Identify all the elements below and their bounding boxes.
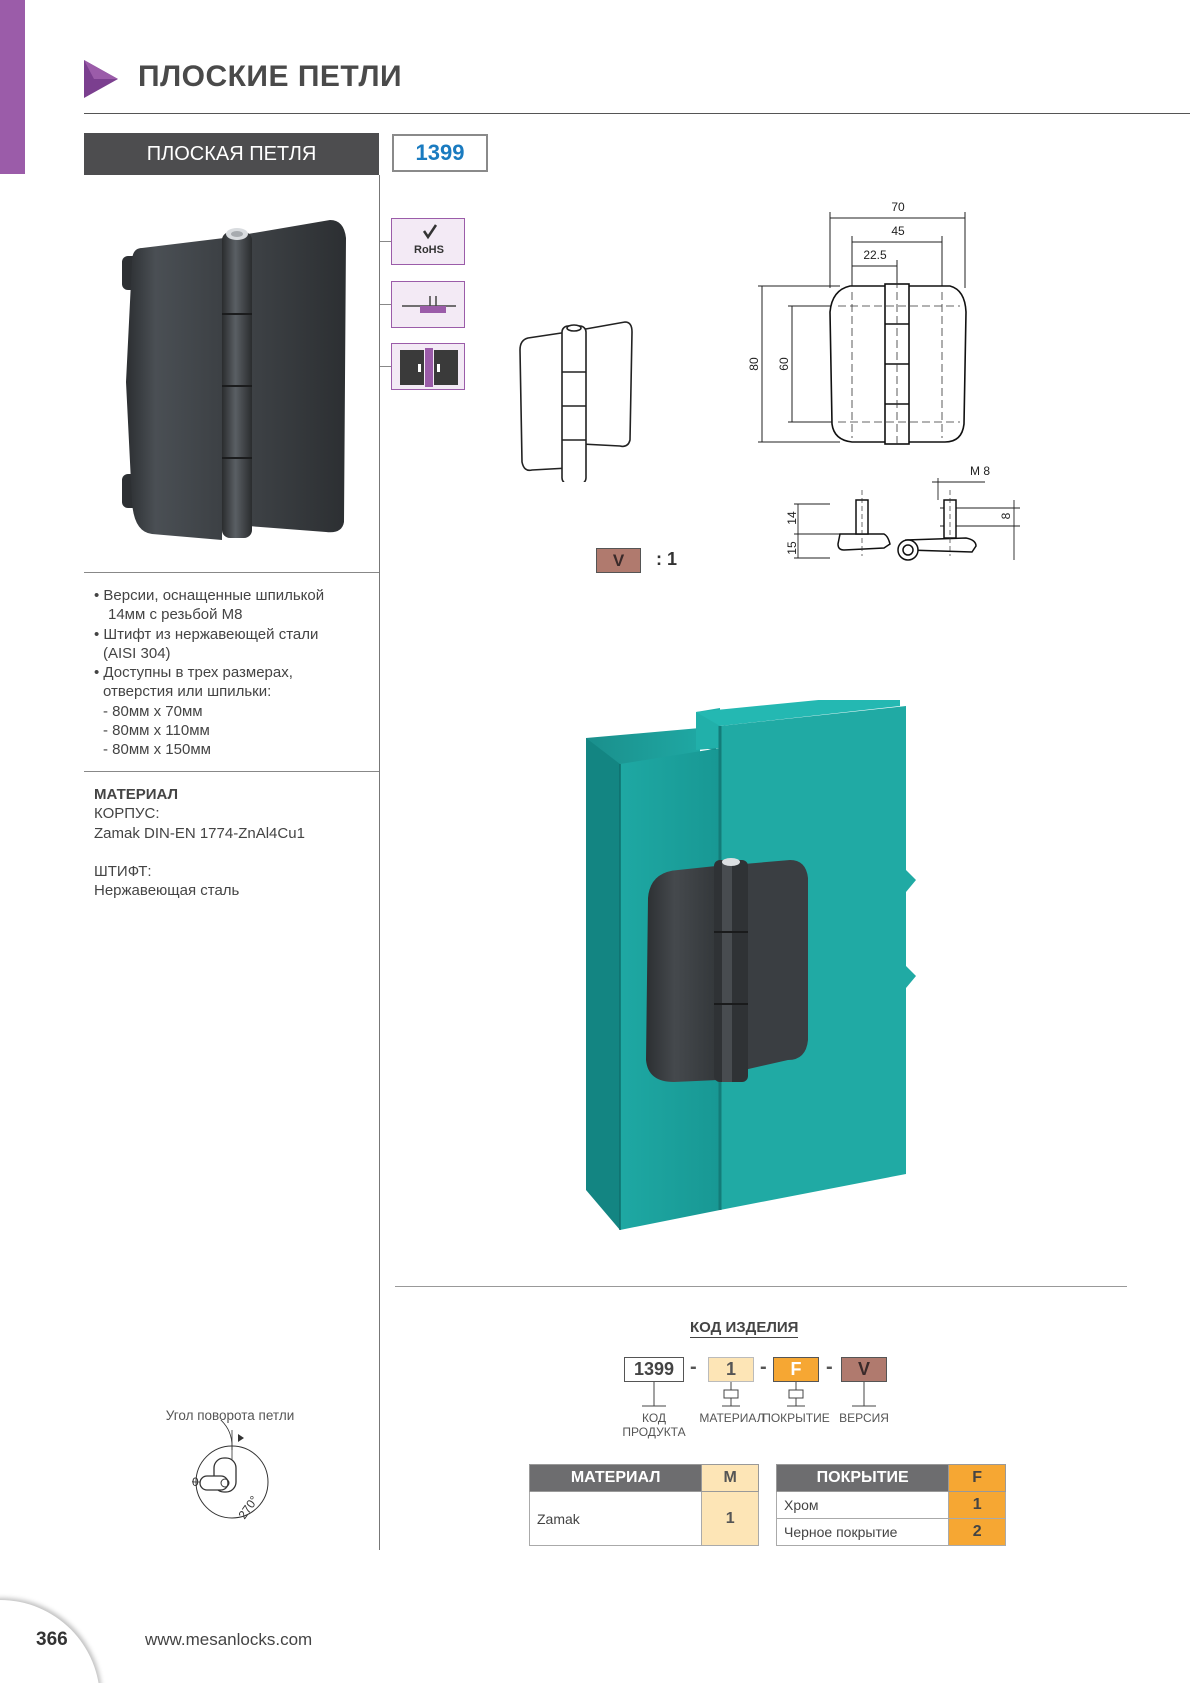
finish-table-key-header: F — [949, 1465, 1006, 1492]
feature-line: (AISI 304) — [103, 644, 171, 662]
material-section — [94, 785, 379, 900]
website-link[interactable]: www.mesanlocks.com — [145, 1630, 313, 1649]
version-tag: V — [596, 548, 641, 573]
code-label-product — [614, 1411, 694, 1439]
product-code-box: 1399 — [392, 134, 488, 172]
title-arrow-icon — [84, 60, 118, 98]
dim-profile-14: 14 — [785, 511, 799, 525]
code-separator: - — [690, 1356, 697, 1378]
feature-line: - 80мм х 110мм — [103, 722, 210, 740]
code-label-product-line2: ПРОДУКТА — [622, 1425, 686, 1439]
flush-mount-icon — [391, 281, 465, 328]
code-part-material: 1 — [708, 1357, 754, 1382]
angle-zero: 0 — [192, 1475, 199, 1489]
finish-name: Хром — [777, 1492, 949, 1519]
side-profile-drawing — [780, 460, 1020, 570]
dim-height-60: 60 — [777, 357, 791, 371]
title-divider — [84, 113, 1190, 114]
hinge-pair-icon — [391, 343, 465, 390]
material-heading: МАТЕРИАЛ — [94, 786, 179, 803]
feature-line: отверстия или шпильки: — [103, 683, 272, 701]
code-label-finish: ПОКРЫТИЕ — [762, 1411, 830, 1425]
rotation-angle-label: Угол поворота петли — [165, 1408, 295, 1423]
divider-material — [84, 771, 379, 772]
code-separator: - — [760, 1356, 767, 1378]
code-label-version: ВЕРСИЯ — [839, 1411, 889, 1425]
dim-thread: M 8 — [969, 464, 991, 478]
code-connectors — [620, 1382, 890, 1410]
hinge-isometric-drawing — [510, 312, 640, 482]
product-name-header: ПЛОСКАЯ ПЕТЛЯ — [84, 133, 379, 175]
feature-line: - 80мм х 70мм — [103, 702, 203, 720]
feature-line: • Версии, оснащенные шпилькой — [94, 587, 325, 604]
code-label-product-line1: КОД — [641, 1411, 667, 1425]
column-divider — [379, 175, 380, 1550]
icon-connector — [380, 304, 391, 305]
material-name: Zamak — [530, 1492, 702, 1546]
bottom-divider — [395, 1286, 1127, 1287]
code-part-version: V — [841, 1357, 887, 1382]
table-row — [530, 1492, 759, 1546]
finish-key: 2 — [949, 1519, 1006, 1546]
feature-list — [94, 586, 379, 760]
material-table-header: МАТЕРИАЛ — [530, 1465, 702, 1492]
page-title: ПЛОСКИЕ ПЕТЛИ — [138, 60, 403, 93]
front-view-drawing — [740, 192, 990, 454]
table-row — [777, 1492, 1006, 1519]
feature-line: - 80мм х 150мм — [103, 741, 211, 759]
dim-width-45: 45 — [891, 224, 905, 238]
dim-height-80: 80 — [747, 357, 761, 371]
page-number: 366 — [36, 1629, 68, 1650]
finish-key: 1 — [949, 1492, 1006, 1519]
material-table-key-header: M — [702, 1465, 759, 1492]
dim-profile-8: 8 — [999, 512, 1013, 520]
rohs-text: RoHS — [414, 244, 444, 256]
dim-width-22-5: 22.5 — [863, 248, 887, 262]
finish-table — [776, 1464, 1006, 1546]
application-render — [580, 700, 920, 1240]
code-part-product: 1399 — [624, 1357, 684, 1382]
feature-line: • Доступны в трех размерах, — [94, 664, 293, 682]
material-table — [529, 1464, 759, 1546]
feature-line: • Штифт из нержавеющей стали — [94, 625, 319, 643]
rohs-icon — [391, 218, 465, 265]
body-label: КОРПУС: — [94, 805, 160, 823]
dim-width-70: 70 — [891, 200, 905, 214]
hinge-product-image — [112, 212, 348, 546]
divider-features — [84, 572, 379, 573]
icon-connector — [380, 241, 391, 242]
code-label-material: МАТЕРИАЛ — [699, 1411, 765, 1425]
angle-value: 270° — [235, 1493, 262, 1522]
pin-material: Нержавеющая сталь — [94, 882, 240, 900]
pin-label: ШТИФТ: — [94, 862, 152, 880]
side-accent-strip — [0, 0, 25, 174]
code-part-finish: F — [773, 1357, 819, 1382]
dim-profile-15: 15 — [785, 541, 799, 555]
body-material: Zamak DIN-EN 1774-ZnAl4Cu1 — [94, 824, 305, 842]
icon-connector — [380, 366, 391, 367]
product-code-title: КОД ИЗДЕЛИЯ — [690, 1319, 799, 1336]
version-scale: : 1 — [656, 549, 678, 569]
code-separator: - — [826, 1356, 833, 1378]
table-row — [777, 1519, 1006, 1546]
rotation-angle-diagram — [192, 1420, 272, 1524]
finish-name: Черное покрытие — [777, 1519, 949, 1546]
finish-table-header: ПОКРЫТИЕ — [777, 1465, 949, 1492]
feature-line: 14мм с резьбой М8 — [108, 606, 243, 624]
material-key: 1 — [702, 1492, 759, 1546]
